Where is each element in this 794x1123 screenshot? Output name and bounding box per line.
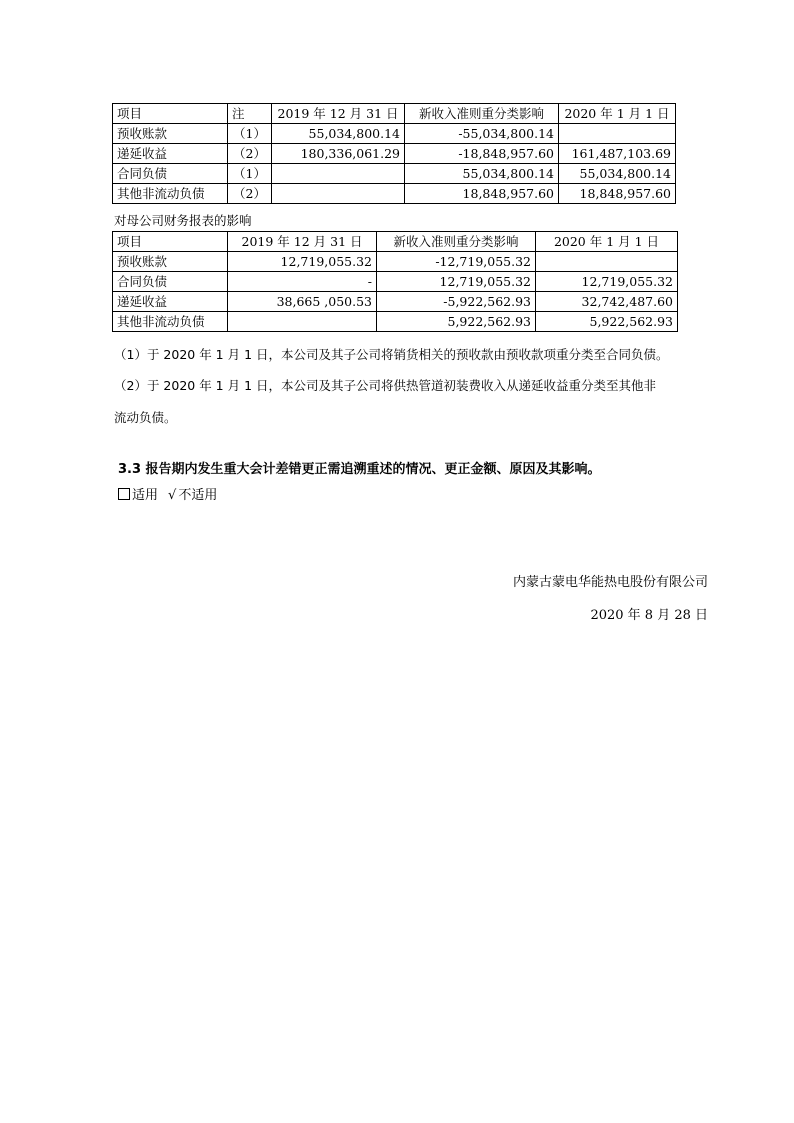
cell-2019 <box>228 312 377 332</box>
cell-note: （1） <box>228 164 272 184</box>
cell-note: （2） <box>228 144 272 164</box>
cell-2020: 5,922,562.93 <box>536 312 678 332</box>
cell-note: （1） <box>228 124 272 144</box>
header-note: 注 <box>228 104 272 124</box>
cell-2019: 55,034,800.14 <box>272 124 405 144</box>
cell-2019 <box>272 164 405 184</box>
section-heading: 3.3 报告期内发生重大会计差错更正需追溯重述的情况、更正金额、原因及其影响。 <box>118 462 601 477</box>
parent-company-caption: 对母公司财务报表的影响 <box>114 213 252 228</box>
header-2020: 2020 年 1 月 1 日 <box>536 232 678 252</box>
header-impact: 新收入准则重分类影响 <box>405 104 559 124</box>
cell-impact: -18,848,957.60 <box>405 144 559 164</box>
check-mark-icon: √ <box>168 488 177 503</box>
cell-impact: -55,034,800.14 <box>405 124 559 144</box>
note-1: （1）于 2020 年 1 月 1 日，本公司及其子公司将销货相关的预收款由预收款项重分类至合同负债。 <box>114 347 669 362</box>
cell-item: 预收账款 <box>113 124 228 144</box>
cell-2020: 12,719,055.32 <box>536 272 678 292</box>
table-row <box>113 124 676 144</box>
cell-item: 递延收益 <box>113 144 228 164</box>
header-impact: 新收入准则重分类影响 <box>377 232 536 252</box>
table-header-row <box>113 104 676 124</box>
header-2020: 2020 年 1 月 1 日 <box>559 104 676 124</box>
cell-impact: -5,922,562.93 <box>377 292 536 312</box>
table-row <box>113 164 676 184</box>
header-2019: 2019 年 12 月 31 日 <box>272 104 405 124</box>
cell-impact: -12,719,055.32 <box>377 252 536 272</box>
header-2019: 2019 年 12 月 31 日 <box>228 232 377 252</box>
table-row <box>113 252 678 272</box>
cell-2019: - <box>228 272 377 292</box>
cell-2020 <box>559 124 676 144</box>
cell-2020: 55,034,800.14 <box>559 164 676 184</box>
cell-2019: 38,665 ,050.53 <box>228 292 377 312</box>
restatement-table-consolidated <box>112 103 676 204</box>
cell-2019 <box>272 184 405 204</box>
cell-item: 其他非流动负债 <box>113 184 228 204</box>
restatement-table-parent <box>112 231 678 332</box>
cell-impact: 18,848,957.60 <box>405 184 559 204</box>
signature-date: 2020 年 8 月 28 日 <box>590 608 708 623</box>
cell-item: 合同负债 <box>113 272 228 292</box>
header-item: 项目 <box>113 232 228 252</box>
company-name: 内蒙古蒙电华能热电股份有限公司 <box>512 575 708 590</box>
table-row <box>113 184 676 204</box>
cell-2020: 18,848,957.60 <box>559 184 676 204</box>
cell-2019: 12,719,055.32 <box>228 252 377 272</box>
table-row <box>113 144 676 164</box>
cell-item: 其他非流动负债 <box>113 312 228 332</box>
cell-item: 预收账款 <box>113 252 228 272</box>
cell-item: 递延收益 <box>113 292 228 312</box>
header-item: 项目 <box>113 104 228 124</box>
table-row <box>113 292 678 312</box>
cell-item: 合同负债 <box>113 164 228 184</box>
cell-impact: 12,719,055.32 <box>377 272 536 292</box>
option-not-applicable-label: 不适用 <box>178 488 218 503</box>
empty-checkbox-icon <box>118 488 130 500</box>
table-row <box>113 272 678 292</box>
table-row <box>113 312 678 332</box>
cell-2019: 180,336,061.29 <box>272 144 405 164</box>
note-2-continued: 流动负债。 <box>114 410 177 425</box>
table-header-row <box>113 232 678 252</box>
note-2: （2）于 2020 年 1 月 1 日，本公司及其子公司将供热管道初装费收入从递延收益重分类至其他非 <box>114 378 657 393</box>
cell-2020 <box>536 252 678 272</box>
cell-impact: 5,922,562.93 <box>377 312 536 332</box>
applicability-options <box>118 486 217 506</box>
cell-note: （2） <box>228 184 272 204</box>
cell-impact: 55,034,800.14 <box>405 164 559 184</box>
cell-2020: 32,742,487.60 <box>536 292 678 312</box>
cell-2020: 161,487,103.69 <box>559 144 676 164</box>
option-applicable-label: 适用 <box>132 488 159 503</box>
